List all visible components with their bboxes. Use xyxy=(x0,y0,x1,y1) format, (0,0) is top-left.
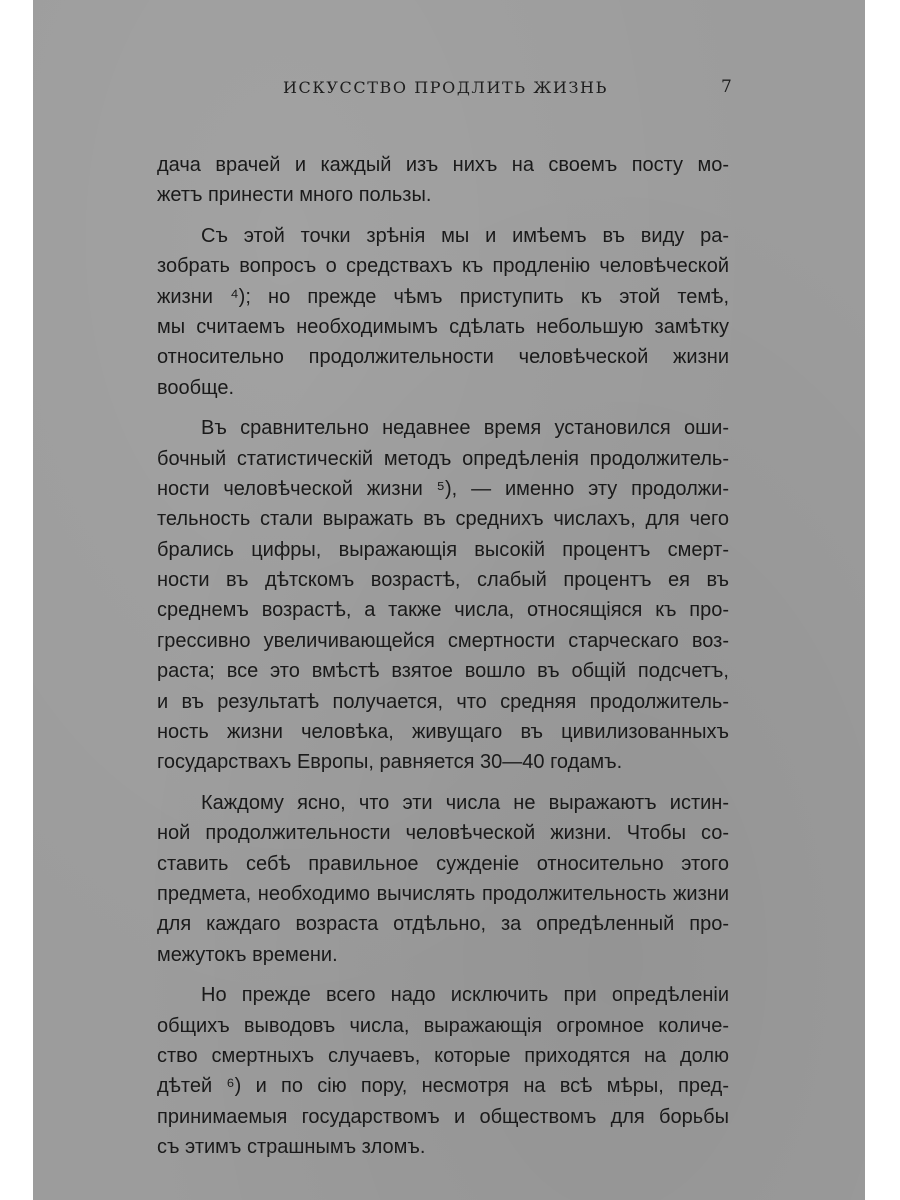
text-line: Каждому ясно, что эти числа не выражаютъ истин- xyxy=(201,791,729,814)
text-line: зобрать вопросъ о средствахъ къ продленію человѣческой xyxy=(157,255,729,278)
text-line: съ этимъ страшнымъ зломъ. xyxy=(157,1136,426,1159)
text-line: бочный статистическій методъ опредѣленія продолжитель- xyxy=(157,447,729,470)
paragraph xyxy=(157,150,729,211)
text-line: Съ этой точки зрѣнія мы и имѣемъ въ виду ра- xyxy=(201,224,729,247)
running-header-title: ИСКУССТВО ПРОДЛИТЬ ЖИЗНЬ xyxy=(283,78,608,97)
paragraph xyxy=(157,413,729,778)
text-line: для каждаго возраста отдѣльно, за опредѣленный про- xyxy=(157,913,729,936)
text-line: вообще. xyxy=(157,376,235,399)
text-line: тельность стали выражать въ среднихъ числахъ, для чего xyxy=(157,508,729,531)
text-line: ной продолжительности человѣческой жизни. Чтобы со- xyxy=(157,822,729,845)
text-line: дача врачей и каждый изъ нихъ на своемъ посту мо- xyxy=(157,154,729,176)
paragraph xyxy=(157,221,729,403)
text-line: ство смертныхъ случаевъ, которые приходятся на долю xyxy=(157,1044,729,1067)
text-line: относительно продолжительности человѣческой жизни xyxy=(157,346,729,369)
text-line: раста; все это вмѣстѣ взятое вошло въ общій подсчетъ, xyxy=(157,660,729,683)
text-line: и въ результатѣ получается, что средняя продолжитель- xyxy=(157,690,729,713)
text-line: ности человѣческой жизни ⁵), — именно эту продолжи- xyxy=(157,477,729,500)
text-line: межутокъ времени. xyxy=(157,943,338,966)
text-line: ставить себѣ правильное сужденіе относительно этого xyxy=(157,852,729,875)
page-number: 7 xyxy=(721,77,732,97)
text-line: Но прежде всего надо исключить при опредѣленіи xyxy=(201,984,729,1007)
scanned-page xyxy=(33,0,865,1200)
text-line: ности въ дѣтскомъ возрастѣ, слабый процентъ ея въ xyxy=(157,569,729,592)
text-line: общихъ выводовъ числа, выражающія огромное количе- xyxy=(157,1014,729,1037)
text-line: среднемъ возрастѣ, а также числа, относящіяся къ про- xyxy=(157,599,729,622)
text-line: грессивно увеличивающейся смертности старческаго воз- xyxy=(157,629,729,652)
text-line: предмета, необходимо вычислять продолжительность жизни xyxy=(157,882,729,905)
text-line: государствахъ Европы, равняется 30—40 годамъ. xyxy=(157,751,623,774)
text-line: дѣтей ⁶) и по сію пору, несмотря на всѣ мѣры, пред- xyxy=(157,1075,729,1098)
text-line: жизни ⁴); но прежде чѣмъ приступить къ этой темѣ, xyxy=(157,285,729,308)
text-line: ность жизни человѣка, живущаго въ цивилизованныхъ xyxy=(157,721,729,744)
paragraph xyxy=(157,980,729,1162)
text-line: брались цифры, выражающія высокій процентъ смерт- xyxy=(157,538,729,561)
text-line: принимаемыя государствомъ и обществомъ для борьбы xyxy=(157,1105,729,1128)
body-text xyxy=(157,150,729,1163)
text-line: мы считаемъ необходимымъ сдѣлать небольшую замѣтку xyxy=(157,315,729,338)
text-line: жетъ принести много пользы. xyxy=(157,184,432,207)
text-line: Въ сравнительно недавнее время установился оши- xyxy=(201,417,729,440)
paragraph xyxy=(157,788,729,970)
